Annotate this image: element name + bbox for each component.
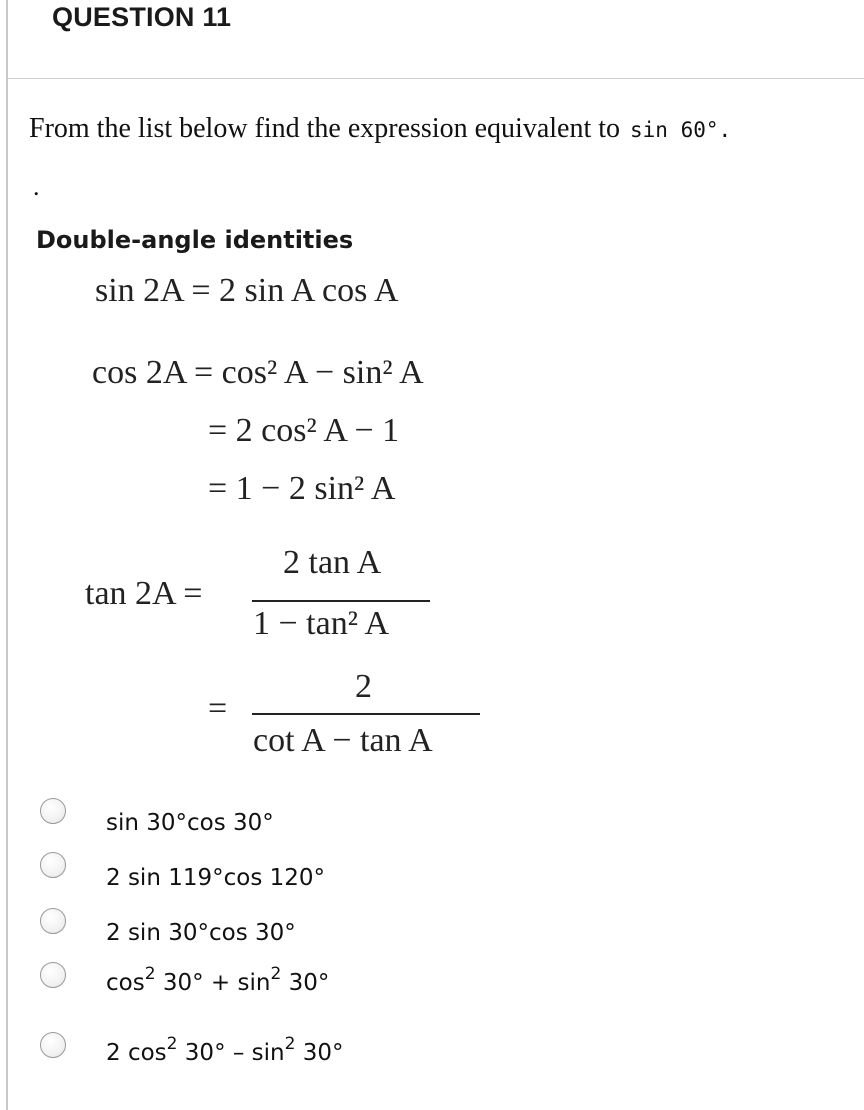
option-4-mid: 30° + sin [162,970,271,996]
fraction-bar-1 [252,600,430,602]
sin-rhs: = 2 sin A cos A [191,272,399,309]
option-5-radio[interactable] [40,1032,66,1058]
cos-identity-3: = 1 − 2 sin² A [208,470,396,507]
option-5-label[interactable] [106,1034,344,1066]
option-4-sup-2: 2 [270,964,282,984]
prompt-text: From the list below find the expression equivalent to [29,113,621,144]
fraction-bar-2 [252,713,480,715]
cos-identity-2: = 2 cos² A − 1 [208,412,400,449]
option-4-label[interactable] [106,964,330,996]
option-3-radio[interactable] [40,908,66,934]
left-border [6,0,8,1110]
option-5-post: 30° [302,1040,344,1066]
equals-sign-2: = [208,690,228,727]
option-1-radio[interactable] [40,798,66,824]
prompt-expression: sin 60°. [630,118,732,142]
option-2-radio[interactable] [40,852,66,878]
option-4-sup-1: 2 [144,964,156,984]
cos-identity-1 [92,354,424,392]
tan-numerator-2: 2 [355,668,372,705]
tan-denominator-1: 1 − tan² A [253,605,390,642]
sin-identity [95,272,399,310]
option-1-label[interactable]: sin 30°cos 30° [106,810,274,836]
option-5-pre: 2 cos [106,1040,167,1066]
option-3-label[interactable]: 2 sin 30°cos 30° [106,920,296,946]
option-2-label[interactable]: 2 sin 119°cos 120° [106,865,326,891]
question-prompt [29,113,731,145]
option-5-sup-2: 2 [284,1034,296,1054]
option-5-sup-1: 2 [166,1034,178,1054]
option-4-post: 30° [288,970,330,996]
option-4-radio[interactable] [40,962,66,988]
tan-lhs: tan 2A = [85,575,203,612]
cos-lhs: cos 2A [92,354,186,391]
tan-denominator-2: cot A − tan A [253,722,433,759]
cos-rhs-1: = cos² A − sin² A [194,354,424,391]
option-4-pre: cos [106,970,145,996]
sin-lhs: sin 2A [95,272,183,309]
question-title: QUESTION 11 [52,2,232,32]
title-divider [8,78,864,79]
option-5-mid: 30° – sin [184,1040,285,1066]
stray-period: . [33,172,40,201]
identities-heading: Double-angle identities [36,226,354,254]
tan-numerator-1: 2 tan A [283,544,382,581]
